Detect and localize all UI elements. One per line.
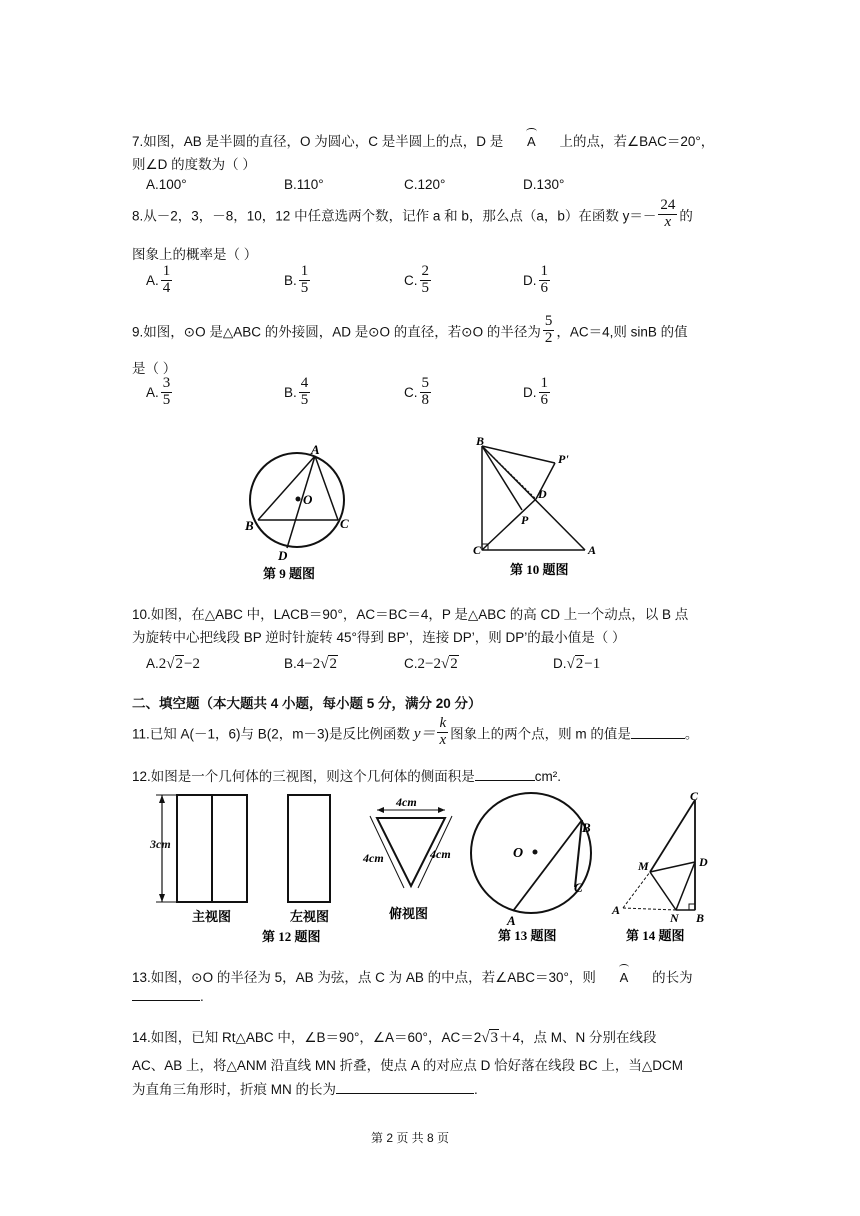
q13-line2: . (132, 988, 204, 1004)
svg-text:O: O (513, 846, 524, 861)
svg-text:B: B (476, 434, 485, 448)
figure-13 (466, 790, 606, 950)
fig13-caption: 第 13 题图 (498, 928, 557, 943)
svg-text:M: M (638, 859, 649, 873)
q9-option-a: A. $\frac{3}{5}$ (146, 375, 171, 408)
q12-line: 12.如图是一个几何体的三视图，则这个几何体的侧面积是 cm². (132, 769, 562, 784)
page-footer: 第 2 页 共 8 页 (371, 1131, 450, 1145)
q11-fraction: $\frac{k}{x}$ (439, 715, 447, 748)
fig9-label-o: O (303, 492, 313, 507)
svg-text:N: N (670, 911, 679, 925)
svg-text:C: C (690, 790, 699, 803)
svg-text:P: P (521, 513, 529, 527)
q9-line1: 9.如图，⊙O 是△ABC 的外接圆，AD 是⊙O 的直径，若⊙O 的半径为 $\frac{5}{2}$ ，AC＝4,则 sinB 的值 (132, 313, 688, 346)
q9-line2: 是（ ） (132, 361, 177, 376)
q9-fraction: $\frac{5}{2}$ (544, 313, 553, 346)
q7-option-a: A.100° (146, 177, 187, 192)
svg-text:左视图: 左视图 (290, 909, 330, 924)
fig10-caption: 第 10 题图 (510, 562, 569, 577)
section-2-title: 二、填空题（本大题共 4 小题，每小题 5 分，满分 20 分） (132, 696, 482, 711)
fig14-caption: 第 14 题图 (626, 928, 685, 943)
svg-text:C: C (574, 880, 583, 895)
svg-text:俯视图: 俯视图 (389, 906, 429, 921)
svg-text:4cm: 4cm (396, 795, 417, 809)
q8-line2: 图象上的概率是（ ） (132, 247, 258, 262)
svg-text:D: D (538, 487, 547, 501)
q7-line1: 7.如图，AB 是半圆的直径，O 为圆心，C 是半圆上的点，D 是 A 上的点，若∠BAC＝20°， (132, 134, 715, 149)
svg-text:C: C (473, 543, 482, 557)
q8-option-d: D. $\frac{1}{6}$ (523, 263, 548, 296)
q8-fraction: $\frac{24}{x}$ (660, 197, 676, 230)
q13-line1: 13.如图，⊙O 的半径为 5，AB 为弦，点 C 为 AB 的中点，若∠ABC＝30°，则 A 的长为 (132, 970, 693, 985)
q9-option-c: C. $\frac{5}{8}$ (404, 375, 429, 408)
q8-option-b: B. $\frac{1}{5}$ (284, 263, 309, 296)
q8-option-a: A. $\frac{1}{4}$ (146, 263, 171, 296)
svg-text:4cm: 4cm (430, 847, 451, 861)
fig9-line-ab (258, 456, 315, 520)
q14-line1: 14.如图，已知 Rt△ABC 中，∠B＝90°，∠A＝60°，AC＝2√3＋4，点 M、N 分别在线段 (132, 1030, 657, 1046)
q9-option-b: B. $\frac{4}{5}$ (284, 375, 309, 408)
figure-10 (470, 432, 610, 582)
fig9-center-dot (296, 497, 301, 502)
svg-text:A: A (507, 913, 516, 928)
q10-option-b: B.4−2√2 (284, 656, 337, 672)
svg-text:主视图: 主视图 (192, 909, 232, 924)
q10-line2: 为旋转中心把线段 BP 逆时针旋转 45°得到 BP’，连接 DP’，则 DP’的最小值是（ ） (132, 630, 626, 645)
figure-12 (140, 790, 465, 950)
fig12-caption: 第 12 题图 (262, 929, 321, 944)
q10-option-c: C.2−2√2 (404, 656, 458, 672)
q11-line: 11.已知 A(－1，6)与 B(2，m－3)是反比例函数 y＝ $\frac{k}{x}$ 图象上的两个点，则 m 的值是 。 (132, 715, 699, 748)
q14-line3: 为直角三角形时，折痕 MN 的长为 . (132, 1082, 478, 1097)
fig9-caption: 第 9 题图 (263, 566, 316, 581)
fig9-label-a: A (311, 442, 320, 457)
figure-14 (608, 790, 718, 950)
arc-symbol: A (523, 134, 540, 149)
q8-line1: 8.从－2，3，－8，10，12 中任意选两个数，记作 a 和 b，那么点（a，b）在函数 y＝－ $\frac{24}{x}$ 的 (132, 197, 693, 230)
fig9-label-d: D (278, 548, 288, 563)
figure-9 (230, 438, 370, 588)
svg-text:D: D (699, 855, 708, 869)
arc-symbol: A (616, 970, 633, 985)
svg-text:4cm: 4cm (363, 851, 384, 865)
q14-line2: AC、AB 上，将△ANM 沿直线 MN 折叠，使点 A 的对应点 D 恰好落在线段 BC 上，当△DCM (132, 1058, 684, 1073)
svg-text:P': P' (558, 452, 569, 466)
svg-text:B: B (582, 820, 591, 835)
fig9-label-c: C (340, 516, 349, 531)
q7-option-d: D.130° (523, 177, 565, 192)
q7-option-b: B.110° (284, 177, 324, 192)
q10-option-d: D.√2−1 (553, 656, 601, 672)
q7-line2: 则∠D 的度数为（ ） (132, 157, 256, 172)
q10-line1: 10.如图，在△ABC 中，LACB＝90°，AC＝BC＝4，P 是△ABC 的高 CD 上一个动点，以 B 点 (132, 607, 689, 622)
svg-text:3cm: 3cm (150, 837, 171, 851)
svg-text:B: B (696, 911, 705, 925)
q8-option-c: C. $\frac{2}{5}$ (404, 263, 429, 296)
fig9-line-ac (315, 456, 338, 520)
svg-text:A: A (588, 543, 597, 557)
fig9-label-b: B (245, 518, 254, 533)
q9-option-d: D. $\frac{1}{6}$ (523, 375, 548, 408)
svg-text:A: A (612, 903, 621, 917)
q7-option-c: C.120° (404, 177, 446, 192)
q10-option-a: A.2√2−2 (146, 656, 200, 672)
